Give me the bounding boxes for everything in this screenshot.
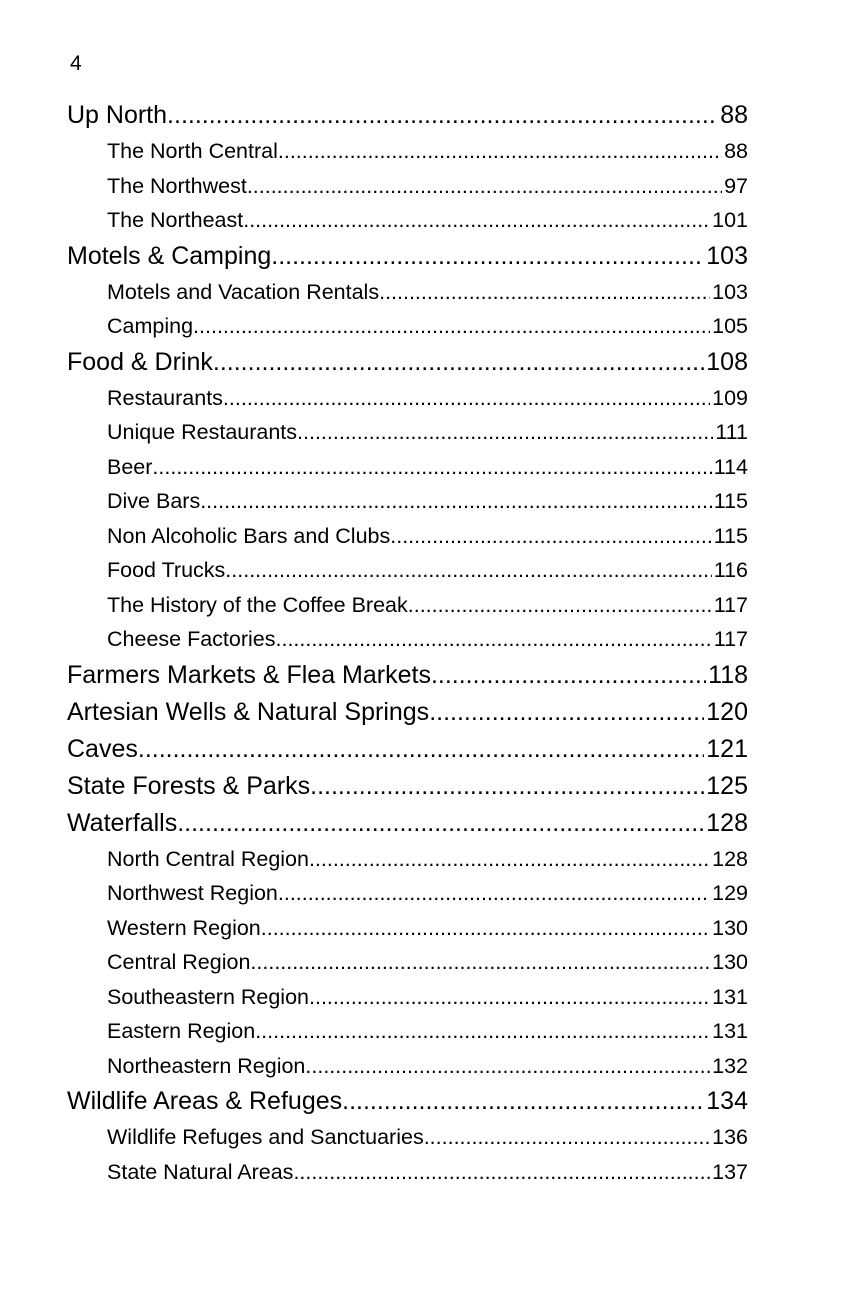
toc-entry-page: 131 (712, 1019, 748, 1043)
toc-entry-title: State Forests & Parks (67, 771, 311, 800)
toc-section-entry[interactable] (67, 344, 748, 381)
toc-subsection-entry[interactable] (67, 450, 748, 485)
toc-entry-page: 114 (713, 454, 748, 479)
toc-entry-title: Cheese Factories (107, 627, 276, 651)
toc-section-entry[interactable] (67, 97, 748, 134)
toc-subsection-entry[interactable] (67, 415, 748, 450)
dot-leader (177, 805, 704, 842)
toc-entry-title: The Northwest (107, 173, 247, 198)
dot-leader (193, 309, 710, 344)
toc-entry-title: Wildlife Refuges and Sanctuaries (107, 1125, 424, 1149)
toc-entry-page: 103 (712, 279, 748, 304)
dot-leader (293, 1155, 710, 1190)
dot-leader (243, 203, 710, 238)
toc-entry-title: Non Alcoholic Bars and Clubs (107, 523, 391, 548)
dot-leader (152, 450, 711, 485)
toc-subsection-entry[interactable] (67, 980, 748, 1015)
dot-leader (271, 238, 704, 275)
dot-leader (390, 519, 711, 554)
dot-leader (213, 344, 704, 381)
toc-entry-title: Unique Restaurants (107, 420, 298, 444)
toc-section-entry[interactable] (67, 694, 748, 731)
toc-entry-page: 101 (712, 208, 748, 232)
toc-entry-page: 130 (712, 915, 748, 940)
toc-entry-title: Northeastern Region (107, 1053, 306, 1078)
dot-leader (167, 97, 718, 134)
toc-entry-page: 103 (706, 241, 748, 270)
dot-leader (247, 169, 722, 204)
dot-leader (261, 911, 710, 946)
toc-entry-page: 120 (706, 697, 748, 726)
toc-entry-title: Caves (67, 734, 138, 763)
toc-entry-page: 134 (706, 1087, 748, 1115)
toc-entry-page: 109 (712, 385, 748, 410)
toc-entry-page: 128 (712, 846, 748, 871)
toc-entry-title: Motels & Camping (67, 241, 272, 270)
dot-leader (310, 768, 704, 805)
toc-subsection-entry[interactable] (67, 134, 748, 169)
toc-entry-page: 136 (712, 1125, 748, 1149)
toc-subsection-entry[interactable] (67, 911, 748, 946)
toc-entry-page: 88 (720, 101, 748, 129)
toc-entry-page: 128 (706, 808, 748, 837)
toc-entry-title: Waterfalls (67, 808, 178, 837)
toc-subsection-entry[interactable] (67, 169, 748, 204)
toc-section-entry[interactable] (67, 1083, 748, 1120)
toc-entry-page: 117 (713, 592, 748, 617)
toc-subsection-entry[interactable] (67, 484, 748, 519)
dot-leader (342, 1083, 704, 1120)
page-number: 4 (70, 52, 82, 75)
dot-leader (255, 1014, 710, 1049)
toc-entry-title: Motels and Vacation Rentals (107, 279, 380, 304)
dot-leader (223, 381, 710, 416)
toc-subsection-entry[interactable] (67, 519, 748, 554)
toc-entry-page: 129 (712, 881, 748, 905)
dot-leader (278, 876, 710, 911)
toc-entry-page: 105 (712, 314, 748, 338)
toc-entry-title: Farmers Markets & Flea Markets (67, 660, 431, 689)
dot-leader (429, 694, 704, 731)
toc-subsection-entry[interactable] (67, 945, 748, 980)
toc-section-entry[interactable] (67, 805, 748, 842)
toc-section-entry[interactable] (67, 657, 748, 694)
toc-entry-title: The History of the Coffee Break (107, 592, 408, 617)
toc-subsection-entry[interactable] (67, 309, 748, 344)
dot-leader (424, 1120, 710, 1155)
toc-subsection-entry[interactable] (67, 1155, 748, 1190)
toc-section-entry[interactable] (67, 768, 748, 805)
toc-entry-page: 115 (713, 523, 748, 548)
toc-section-entry[interactable] (67, 238, 748, 275)
toc-entry-title: The North Central (107, 139, 278, 163)
toc-entry-title: The Northeast (107, 208, 244, 232)
dot-leader (309, 842, 710, 877)
dot-leader (225, 553, 711, 588)
toc-entry-title: Southeastern Region (107, 984, 310, 1009)
toc-subsection-entry[interactable] (67, 1049, 748, 1084)
toc-entry-page: 118 (708, 660, 748, 689)
toc-entry-page: 131 (712, 984, 748, 1009)
dot-leader (250, 945, 710, 980)
dot-leader (297, 415, 713, 450)
toc-entry-title: Dive Bars (107, 489, 201, 513)
toc-entry-title: Camping (107, 314, 194, 338)
toc-subsection-entry[interactable] (67, 381, 748, 416)
dot-leader (379, 275, 710, 310)
toc-entry-page: 88 (724, 139, 748, 163)
toc-entry-title: Wildlife Areas & Refuges (67, 1087, 343, 1115)
toc-entry-title: Central Region (107, 950, 251, 974)
toc-entry-page: 121 (706, 734, 748, 763)
toc-entry-title: Food & Drink (67, 347, 213, 376)
toc-entry-title: North Central Region (107, 846, 309, 871)
toc-subsection-entry[interactable] (67, 1120, 748, 1155)
toc-entry-page: 117 (713, 627, 748, 651)
toc-entry-title: Up North (67, 101, 168, 129)
toc-entry-page: 115 (713, 489, 748, 513)
dot-leader (138, 731, 704, 768)
toc-subsection-entry[interactable] (67, 553, 748, 588)
toc-entry-title: Food Trucks (107, 558, 226, 582)
toc-entry-page: 97 (724, 173, 748, 198)
toc-subsection-entry[interactable] (67, 203, 748, 238)
toc-entry-title: Western Region (107, 915, 261, 940)
dot-leader (305, 1049, 710, 1084)
dot-leader (278, 134, 722, 169)
toc-entry-page: 108 (706, 347, 748, 376)
toc-entry-page: 130 (712, 950, 748, 974)
toc-entry-title: Eastern Region (107, 1019, 256, 1043)
toc-entry-page: 111 (715, 420, 748, 444)
toc-entry-title: Northwest Region (107, 881, 278, 905)
toc-entry-title: Beer (107, 454, 153, 479)
dot-leader (408, 588, 712, 623)
toc-subsection-entry[interactable] (67, 1014, 748, 1049)
toc-entry-page: 132 (712, 1053, 748, 1078)
toc-entry-page: 116 (713, 558, 748, 582)
dot-leader (200, 484, 712, 519)
toc-subsection-entry[interactable] (67, 842, 748, 877)
toc-subsection-entry[interactable] (67, 588, 748, 623)
toc-entry-title: State Natural Areas (107, 1159, 294, 1184)
toc-entry-title: Artesian Wells & Natural Springs (67, 697, 430, 726)
toc-subsection-entry[interactable] (67, 622, 748, 657)
dot-leader (309, 980, 710, 1015)
toc-subsection-entry[interactable] (67, 876, 748, 911)
dot-leader (431, 657, 706, 694)
table-of-contents (67, 97, 748, 1189)
toc-entry-page: 125 (706, 771, 748, 800)
toc-subsection-entry[interactable] (67, 275, 748, 310)
toc-entry-page: 137 (712, 1159, 748, 1184)
toc-entry-title: Restaurants (107, 385, 223, 410)
dot-leader (276, 622, 712, 657)
toc-section-entry[interactable] (67, 731, 748, 768)
